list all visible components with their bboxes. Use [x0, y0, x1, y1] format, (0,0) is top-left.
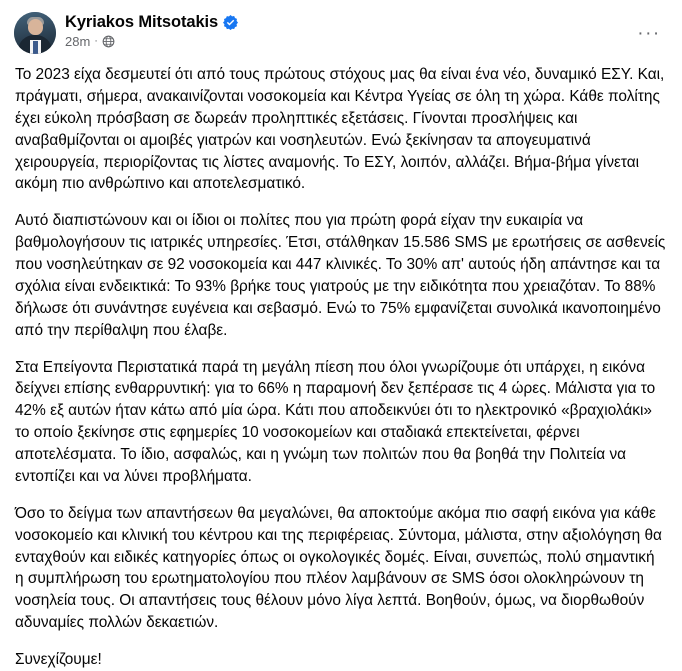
verified-badge-icon [223, 15, 238, 30]
post-paragraph: Το 2023 είχα δεσμευτεί ότι από τους πρώτους στόχους μας θα είναι ένα νέο, δυναμικό ΕΣΥ. Και, πράγματι, σήμερα, ανακαινίζονται νοσοκομεία και Κέντρα Υγείας σε όλη τη χώρα. Κάθε πολίτης έχει εύκολη πρόσβαση σε δωρεάν προληπτικές εξετάσεις. Γίνονται προσλήψεις και αναβαθμίζονται οι αμοιβές γιατρών και νοσηλευτών. Ενώ ξεκίνησαν τα απογευματινά χειρουργεία, περιορίζοντας τις λίστες αναμονής. Το ΕΣΥ, λοιπόν, αλλάζει. Βήμα-βήμα γίνεται ακόμη πιο ανθρώπινο και αποτελεσματικό. [15, 66, 665, 193]
post-paragraph: Αυτό διαπιστώνουν και οι ίδιοι οι πολίτες που για πρώτη φορά είχαν την ευκαιρία να βαθμολογήσουν τις ιατρικές υπηρεσίες. Έτσι, στάλθηκαν 15.586 SMS με ερωτήσεις σε ασθενείς που νοσηλεύτηκαν σε 92 νοσοκομεία και 447 κλινικές. Το 30% απ' αυτούς ήδη απάντησε και τα σχόλια είναι ενδεικτικά: Το 93% βρήκε τους γιατρούς με την ειδικότητα που χρειαζόταν. Το 88% δήλωσε ότι συνάντησε ευγένεια και σεβασμό. Ενώ το 75% εμφανίζεται συνολικά ικανοποιημένο από την περίθαλψη που έλαβε. [15, 212, 666, 339]
meta-separator: · [94, 35, 98, 48]
post-paragraph: Συνεχίζουμε! [15, 651, 102, 668]
avatar-head [28, 19, 43, 35]
post-body [14, 64, 668, 671]
post-header-text [65, 12, 238, 49]
post-paragraph: Στα Επείγοντα Περιστατικά παρά τη μεγάλη πίεση που όλοι γνωρίζουμε ότι υπάρχει, η εικόνα δείχνει επίσης ενθαρρυντική: για το 66% η παραμονή δεν ξεπέρασε τις 4 ώρες. Μάλιστα για το 42% εξ αυτών ήταν κάτω από μία ώρα. Κάτι που αποδεικνύει ότι το ηλεκτρονικό «βραχιολάκι» το οποίο ξεκίνησε στις εφημερίες 10 νοσοκομείων και σταδιακά επεκτείνεται, φέρνει αποτελέσματα. Το ίδιο, ασφαλώς, και η γνώμη των πολιτών που θα βοηθά την Πολιτεία να εντοπίζει και να λύνει προβλήματα. [15, 358, 656, 485]
avatar-tie [33, 41, 38, 54]
author-name[interactable]: Kyriakos Mitsotakis [65, 13, 219, 31]
avatar[interactable] [14, 12, 56, 54]
globe-icon[interactable] [102, 35, 115, 48]
post-options-button[interactable]: ··· [637, 22, 661, 44]
post-meta [65, 34, 238, 49]
post-timestamp[interactable]: 28m [65, 34, 91, 50]
post-paragraph: Όσο το δείγμα των απαντήσεων θα μεγαλώνει, θα αποκτούμε ακόμα πιο σαφή εικόνα για κάθε νοσοκομείο και κλινική του κέντρου και της περιφέρειας. Σύντομα, μάλιστα, στην αξιολόγηση θα ενταχθούν και ειδικές κατηγορίες όπως οι ογκολογικές δομές. Είναι, συνεπώς, πολύ σημαντική η συμπλήρωση του ερωτηματολογίου που πλέον λαμβάνουν σε SMS όσοι ολοκληρώνουν τη νοσηλεία τους. Οι απαντήσεις τους θέλουν μόνο λίγα λεπτά. Βοηθούν, όμως, να διορθωθούν αδυναμίες πολλών δεκαετιών. [15, 504, 662, 632]
post-header [14, 12, 668, 54]
author-row [65, 13, 238, 31]
